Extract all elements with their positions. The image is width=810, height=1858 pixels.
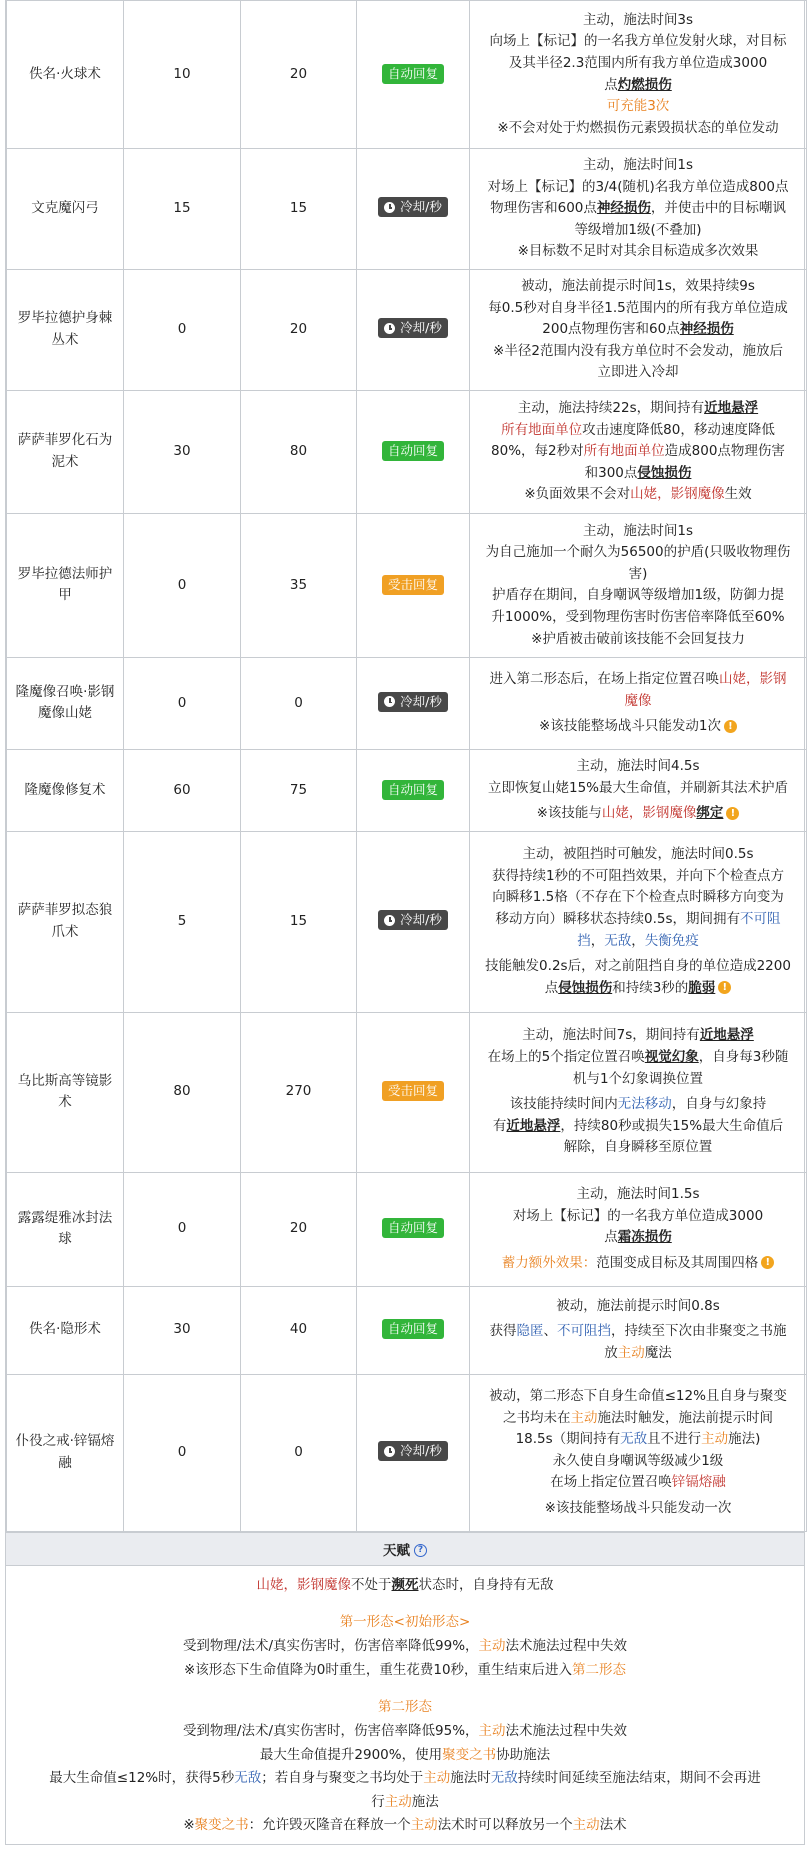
talent-title: 天赋 [383, 1542, 410, 1559]
term-link[interactable]: 绑定 [696, 805, 724, 822]
table-row [7, 749, 807, 831]
warning-icon[interactable]: ! [718, 981, 731, 994]
table-row [7, 149, 807, 270]
recovery-badge: 自动回复 [382, 780, 444, 800]
warning-icon[interactable]: ! [726, 807, 739, 820]
table-row [7, 513, 807, 657]
table-row [7, 831, 807, 1012]
term-link[interactable]: 侵蚀损伤 [558, 979, 613, 996]
skill-initial-sp: 10 [124, 1, 241, 149]
desc-note: ※护盾被击破前该技能不会回复技力 [531, 630, 745, 647]
clock-icon [384, 696, 395, 707]
skill-sp-cost: 15 [241, 149, 357, 270]
desc-line: 机与1个幻象调换位置 [572, 1070, 704, 1087]
desc-line: 被动，施法前提示时间0.8s [556, 1297, 720, 1314]
recovery-badge: 冷却/秒 [378, 197, 448, 217]
skill-name: 罗毕拉德护身棘丛术 [7, 270, 124, 391]
talent-header [6, 1532, 804, 1565]
desc-line: 升1000%，受到物理伤害时伤害倍率降低至60% [491, 609, 785, 626]
desc-line: 及其半径2.3范围内所有我方单位造成3000 [508, 54, 768, 71]
skill-initial-sp: 0 [124, 1172, 241, 1286]
skill-initial-sp: 0 [124, 270, 241, 391]
desc-line: 护盾存在期间，自身嘲讽等级增加1级，防御力提 [491, 587, 785, 604]
term-link[interactable]: 侵蚀损伤 [637, 464, 692, 481]
skill-description: 进入第二形态后，在场上指定位置召唤山姥，影钢 魔像 ※该技能整场战斗只能发动1次 ! [470, 657, 807, 749]
recovery-badge: 冷却/秒 [378, 1441, 448, 1461]
skill-initial-sp: 80 [124, 1012, 241, 1172]
skill-name: 佚名·隐形术 [7, 1286, 124, 1374]
skill-initial-sp: 5 [124, 831, 241, 1012]
skill-name: 佚名·火球术 [7, 1, 124, 149]
skill-sp-cost: 20 [241, 1, 357, 149]
skill-initial-sp: 30 [124, 390, 241, 513]
recovery-badge: 受击回复 [382, 1081, 444, 1101]
skill-sp-cost: 80 [241, 390, 357, 513]
desc-line: 向瞬移1.5格（不存在下个检查点时瞬移方向变为 [492, 889, 784, 906]
table-row [7, 1012, 807, 1172]
term-link[interactable]: 神经损伤 [679, 321, 734, 338]
recovery-badge: 自动回复 [382, 1218, 444, 1238]
recovery-badge: 自动回复 [382, 441, 444, 461]
desc-line: 对场上【标记】的一名我方单位造成3000 [512, 1207, 764, 1224]
form-two-title: 第二形态 [378, 1699, 432, 1716]
skill-initial-sp: 15 [124, 149, 241, 270]
clock-icon [384, 202, 395, 213]
table-row [7, 270, 807, 391]
clock-icon [384, 915, 395, 926]
term-link[interactable]: 近地悬浮 [704, 399, 759, 416]
skill-description: 主动，施法时间4.5s 立即恢复山姥15%最大生命值，并刷新其法术护盾 ※该技能与山姥，影钢魔像绑定 ! [470, 749, 807, 831]
skill-initial-sp: 30 [124, 1286, 241, 1374]
warning-icon[interactable]: ! [761, 1256, 774, 1269]
skills-panel [5, 0, 805, 1845]
skill-name: 文克魔闪弓 [7, 149, 124, 270]
table-row [7, 1286, 807, 1374]
skill-description: 被动，第二形态下自身生命值≤12%且自身与聚变 之书均未在主动施法时触发，施法前提示时间 18.5s（期间持有无敌且不进行主动施法) 永久使自身嘲讽等级减少1级 在场上指定位置召唤锌镉熔融 ※该技能整场战斗只能发动一次 [470, 1374, 807, 1531]
desc-line: 被动，施法前提示时间1s，效果持续9s [521, 278, 755, 294]
skill-description: 被动，施法前提示时间1s，效果持续9s 每0.5秒对自身半径1.5范围内的所有我方单位造成 200点物理伤害和60点神经损伤 ※半径2范围内没有我方单位时不会发动，施放后 立即进入冷却 [470, 270, 807, 391]
desc-line: 每0.5秒对自身半径1.5范围内的所有我方单位造成 [488, 299, 788, 316]
skill-name: 乌比斯高等镜影术 [7, 1012, 124, 1172]
help-icon[interactable]: ? [414, 1544, 427, 1557]
desc-line: 主动，施法时间3s [582, 11, 694, 28]
recovery-badge: 冷却/秒 [378, 318, 448, 338]
desc-text: 点 [604, 76, 618, 93]
skill-sp-cost: 75 [241, 749, 357, 831]
desc-note: 立即进入冷却 [597, 364, 679, 381]
table-row [7, 1, 807, 149]
desc-line: 主动，被阻挡时可触发，施法时间0.5s [522, 846, 754, 863]
term-link[interactable]: 视觉幻象 [644, 1049, 699, 1066]
desc-line: 害) [628, 565, 648, 582]
skill-initial-sp: 0 [124, 1374, 241, 1531]
skill-description: 被动，施法前提示时间0.8s 获得隐匿、不可阻挡，持续至下次由非聚变之书施 放主动魔法 [470, 1286, 807, 1374]
desc-note: ※该技能整场战斗只能发动1次 [539, 718, 721, 735]
term-link[interactable]: 近地悬浮 [699, 1027, 754, 1044]
skill-description: 主动，施法时间1s 对场上【标记】的3/4(随机)名我方单位造成800点 物理伤害和600点神经损伤，并使击中的目标嘲讽 等级增加1级(不叠加) ※目标数不足时对其余目标造成多次效果 [470, 149, 807, 270]
desc-line: 为自己施加一个耐久为56500的护盾(只吸收物理伤 [485, 544, 791, 561]
recovery-badge: 受击回复 [382, 575, 444, 595]
skill-name: 隆魔像召唤·影钢魔像山姥 [7, 657, 124, 749]
talent-content: 山姥，影钢魔像不处于濒死状态时，自身持有无敌 第一形态<初始形态> 受到物理/法术/真实伤害时，伤害倍率降低99%，主动法术施法过程中失效 ※该形态下生命值降为0时重生，重生花费10秒，重生结束后进入第二形态 第二形态 受到物理/法术/真实伤害时，伤害倍率降低95%，主动法术施法过程中失效 最大生命值提升2900%，使用聚变之书协助施法 最大生命值≤12%时，获得5秒无敌；若自身与聚变之书均处于主动施法时无敌持续时间延续至施法结束，期间不会再进 行主动施法 ※聚变之书：允许毁灭隆音在释放一个主动法术时可以释放另一个主动法术 [6, 1565, 804, 1844]
recovery-badge: 冷却/秒 [378, 692, 448, 712]
desc-line: 永久使自身嘲讽等级减少1级 [552, 1452, 724, 1469]
table-row [7, 1172, 807, 1286]
recovery-badge: 自动回复 [382, 64, 444, 84]
desc-line: 对场上【标记】的3/4(随机)名我方单位造成800点 [487, 178, 789, 195]
desc-line: 主动，施法时间1.5s [576, 1186, 700, 1203]
desc-line: 等级增加1级(不叠加) [574, 221, 702, 238]
skill-sp-cost: 20 [241, 270, 357, 391]
skill-initial-sp: 0 [124, 657, 241, 749]
skill-name: 露露缇雅冰封法球 [7, 1172, 124, 1286]
table-row [7, 390, 807, 513]
skill-sp-cost: 40 [241, 1286, 357, 1374]
skill-initial-sp: 60 [124, 749, 241, 831]
desc-line: 魔像 [624, 692, 652, 709]
desc-line: 获得持续1秒的不可阻挡效果，并向下个检查点方 [491, 867, 785, 884]
desc-line: 立即恢复山姥15%最大生命值，并刷新其法术护盾 [487, 779, 788, 796]
skill-sp-cost: 0 [241, 1374, 357, 1531]
skill-initial-sp: 0 [124, 513, 241, 657]
skill-name: 罗毕拉德法师护甲 [7, 513, 124, 657]
desc-line: 技能触发0.2s后，对之前阻挡自身的单位造成2200 [485, 958, 791, 975]
term-link[interactable]: 神经损伤 [596, 200, 651, 217]
skill-name: 隆魔像修复术 [7, 749, 124, 831]
skill-sp-cost: 270 [241, 1012, 357, 1172]
skill-name: 仆役之戒·锌镉熔融 [7, 1374, 124, 1531]
term-link[interactable]: 灼燃损伤 [617, 76, 672, 93]
skill-sp-cost: 0 [241, 657, 357, 749]
skill-name: 萨萨菲罗拟态狼爪术 [7, 831, 124, 1012]
skills-table [6, 0, 807, 1532]
term-link[interactable]: 濒死 [391, 1576, 419, 1593]
clock-icon [384, 323, 395, 334]
table-row [7, 657, 807, 749]
desc-note: ※目标数不足时对其余目标造成多次效果 [517, 243, 759, 260]
charge-note: 可充能3次 [606, 98, 670, 115]
desc-line: 主动，施法时间1s [582, 157, 694, 174]
clock-icon [384, 1446, 395, 1457]
desc-line: 被动，第二形态下自身生命值≤12%且自身与聚变 [489, 1387, 787, 1404]
skill-sp-cost: 35 [241, 513, 357, 657]
skill-sp-cost: 20 [241, 1172, 357, 1286]
warning-icon[interactable]: ! [724, 720, 737, 733]
desc-line: 向场上【标记】的一名我方单位发射火球，对目标 [489, 33, 787, 50]
skill-name: 萨萨菲罗化石为泥术 [7, 390, 124, 513]
skill-description [470, 513, 807, 657]
term-link[interactable]: 近地悬浮 [506, 1117, 561, 1134]
skill-description: 主动，施法持续22s，期间持有近地悬浮 所有地面单位攻击速度降低80，移动速度降低 80%，每2秒对所有地面单位造成800点物理伤害 和300点侵蚀损伤 ※负面效果不会对山姥，影钢魔像生效 [470, 390, 807, 513]
desc-line: 主动，施法时间4.5s [576, 757, 700, 774]
table-row [7, 1374, 807, 1531]
desc-note: ※半径2范围内没有我方单位时不会发动，施放后 [493, 342, 783, 359]
recovery-badge: 冷却/秒 [378, 910, 448, 930]
skill-description: 主动，被阻挡时可触发，施法时间0.5s 获得持续1秒的不可阻挡效果，并向下个检查点方 向瞬移1.5格（不存在下个检查点时瞬移方向变为 移动方向）瞬移状态持续0.5s，期间拥有不可阻 挡，无敌，失衡免疫 技能触发0.2s后，对之前阻挡自身的单位造成2200 点侵蚀损伤和持续3秒的脆弱 ! [470, 831, 807, 1012]
skill-description: 主动，施法时间7s，期间持有近地悬浮 在场上的5个指定位置召唤视觉幻象，自身每3秒随 机与1个幻象调换位置 该技能持续时间内无法移动，自身与幻象持 有近地悬浮，持续80秒或损失15%最大生命值后 解除，自身瞬移至原位置 [470, 1012, 807, 1172]
skill-sp-cost: 15 [241, 831, 357, 1012]
form-one-title: 第一形态<初始形态> [339, 1614, 471, 1631]
term-link[interactable]: 脆弱 [688, 979, 716, 996]
term-link[interactable]: 霜冻损伤 [617, 1229, 672, 1246]
desc-note: ※不会对处于灼燃损伤元素毁损状态的单位发动 [497, 119, 779, 136]
desc-line: 解除，自身瞬移至原位置 [563, 1139, 713, 1156]
desc-note: ※该技能整场战斗只能发动一次 [544, 1499, 732, 1516]
desc-line: 主动，施法时间1s [582, 522, 694, 539]
recovery-badge: 自动回复 [382, 1319, 444, 1339]
skill-description [470, 1, 807, 149]
skill-description: 主动，施法时间1.5s 对场上【标记】的一名我方单位造成3000 点霜冻损伤 蓄力额外效果：范围变成目标及其周围四格 ! [470, 1172, 807, 1286]
